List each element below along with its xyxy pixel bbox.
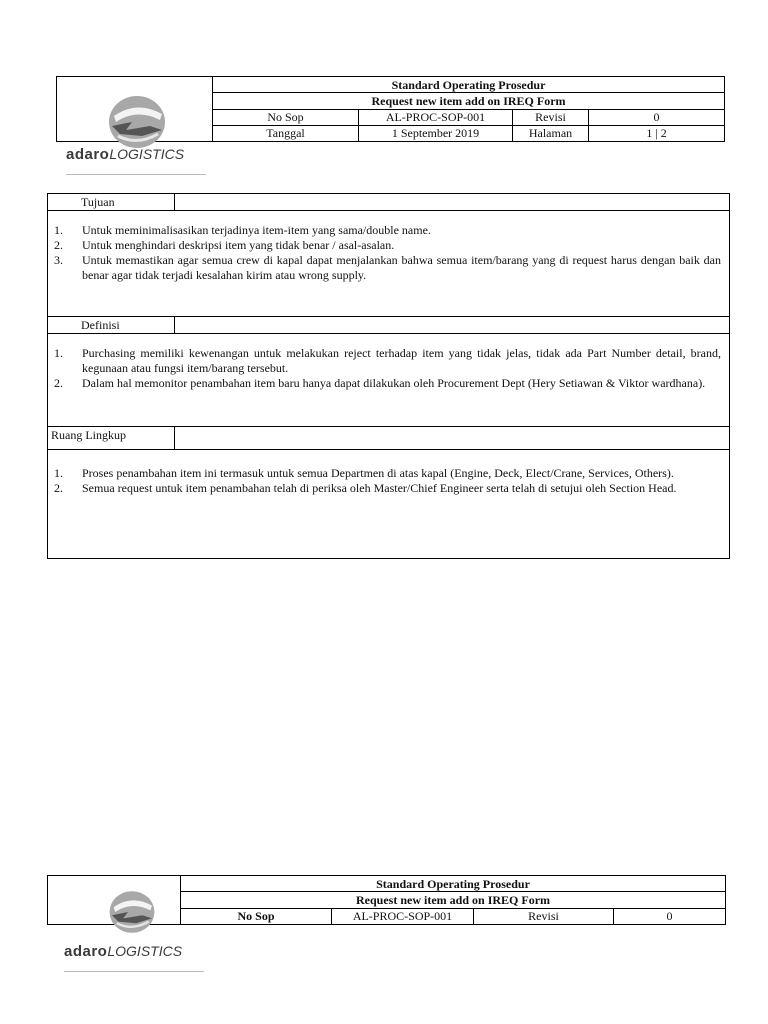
ruang-lingkup-list [54,466,721,496]
adaro-emblem-icon [102,92,172,152]
no-sop-label: No Sop [181,908,332,924]
halaman-value: 1 | 2 [589,125,725,141]
list-item: 2. Dalam hal memonitor penambahan item baru hanya dapat dilakukan oleh Procurement Dept (Hery Setiawan & Viktor wardhana). [54,376,706,390]
tanggal-value: 1 September 2019 [359,125,513,141]
section-title-definisi: Definisi [48,317,175,333]
list-item: 1. Proses penambahan item ini termasuk untuk semua Departmen di atas kapal (Engine, Deck, Elect/Crane, Services, Others). [54,466,674,480]
sop-subtitle: Request new item add on IREQ Form [213,93,725,109]
revisi-label: Revisi [474,908,614,924]
no-sop-label: No Sop [213,109,359,125]
section-header [48,194,729,211]
halaman-label: Halaman [513,125,589,141]
sop-title: Standard Operating Prosedur [213,77,725,93]
section-title-ruang-lingkup: Ruang Lingkup [48,427,175,449]
section-header [48,427,729,450]
no-sop-value: AL-PROC-SOP-001 [332,908,474,924]
tanggal-label: Tanggal [213,125,359,141]
list-item: 3. Untuk memastikan agar semua crew di kapal dapat menjalankan bahwa semua item/barang yang di request harus dengan baik dan benar agar tidak terjadi kesalahan kirim atau wrong supply. [54,253,721,282]
section-ruang-lingkup [47,427,730,559]
logo-underline [64,971,204,972]
revisi-value: 0 [589,109,725,125]
list-item: 1. Purchasing memiliki kewenangan untuk melakukan reject terhadap item yang tidak jelas, tidak ada Part Number detail, brand, kegunaan atau fungsi item/barang tersebut. [54,346,721,375]
logo-underline [66,174,206,175]
revisi-value: 0 [614,908,726,924]
sop-title: Standard Operating Prosedur [181,876,726,892]
logo-brand-bold: adaro [64,943,108,960]
list-item: 2. Semua request untuk item penambahan telah di periksa oleh Master/Chief Engineer serta telah di setujui oleh Section Head. [54,481,677,495]
section-header [48,317,729,334]
sop-subtitle: Request new item add on IREQ Form [181,892,726,908]
company-logo [60,88,210,178]
list-item: 2. Untuk menghindari deskripsi item yang tidak benar / asal-asalan. [54,238,395,252]
logo-brand-bold: adaro [66,146,110,163]
no-sop-value: AL-PROC-SOP-001 [359,109,513,125]
company-logo-page2 [60,886,210,976]
logo-brand-italic: LOGISTICS [109,146,185,162]
section-title-tujuan: Tujuan [48,194,175,210]
tujuan-list [54,223,721,283]
section-tujuan [47,193,730,317]
logo-brand-italic: LOGISTICS [107,943,183,959]
revisi-label: Revisi [513,109,589,125]
adaro-emblem-icon [104,888,160,936]
list-item: 1. Untuk meminimalisasikan terjadinya item-item yang sama/double name. [54,223,431,237]
definisi-list [54,346,721,391]
section-definisi [47,317,730,427]
